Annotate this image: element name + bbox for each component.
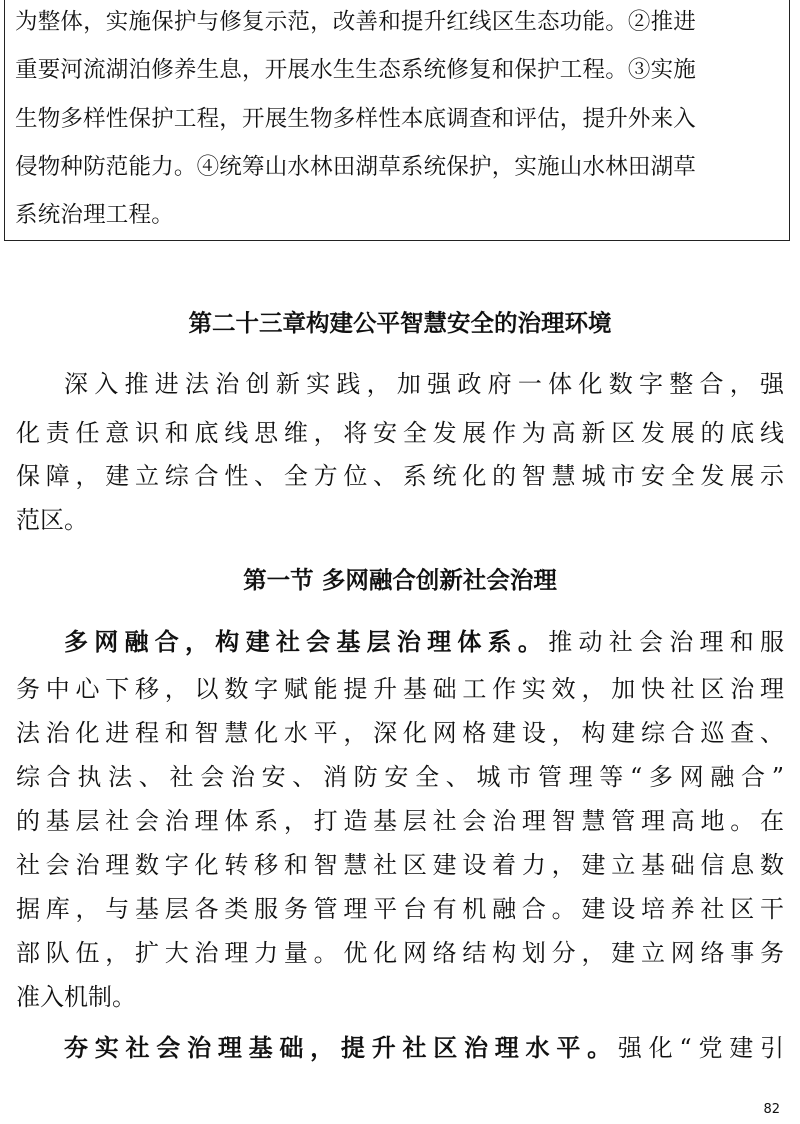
bold-lead: 多网融合，构建社会基层治理体系。 [64,627,549,656]
box-line: 侵物种防范能力。④统筹山水林田湖草系统保护，实施山水林田湖草 [15,154,697,180]
paragraph-line [64,627,784,657]
box-line: 系统治理工程。 [15,202,174,228]
paragraph-line [64,1033,784,1063]
paragraph-line: 化责任意识和底线思维，将安全发展作为高新区发展的底线 [16,419,784,447]
paragraph-line: 部队伍，扩大治理力量。优化网络结构划分，建立网络事务 [16,939,784,967]
box-line: 生物多样性保护工程，开展生物多样性本底调查和评估，提升外来入 [15,106,697,132]
boxed-excerpt [4,0,790,241]
paragraph-line: 保障，建立综合性、全方位、系统化的智慧城市安全发展示 [16,462,784,490]
box-line: 为整体，实施保护与修复示范，改善和提升红线区生态功能。②推进 [15,9,697,35]
paragraph-line: 据库，与基层各类服务管理平台有机融合。建设培养社区干 [16,895,784,923]
paragraph-line: 社会治理数字化转移和智慧社区建设着力，建立基础信息数 [16,851,784,879]
section-title: 第一节 多网融合创新社会治理 [243,566,557,594]
paragraph-line: 法治化进程和智慧化水平，深化网格建设，构建综合巡查、 [16,719,784,747]
lead-text: 强化“党建引 [617,1034,784,1062]
page-number: 82 [763,1102,780,1117]
paragraph-line: 准入机制。 [16,983,136,1011]
box-line: 重要河流湖泊修养生息，开展水生生态系统修复和保护工程。③实施 [15,57,697,83]
paragraph-line: 范区。 [16,506,88,534]
chapter-title: 第二十三章构建公平智慧安全的治理环境 [188,309,612,337]
bold-lead: 夯实社会治理基础，提升社区治理水平。 [64,1033,618,1062]
paragraph-line: 务中心下移，以数字赋能提升基础工作实效，加快社区治理 [16,675,784,703]
paragraph-line: 深入推进法治创新实践，加强政府一体化数字整合，强 [64,370,784,398]
paragraph-line: 的基层社会治理体系，打造基层社会治理智慧管理高地。在 [16,807,784,835]
paragraph-line: 综合执法、社会治安、消防安全、城市管理等“多网融合” [16,763,784,791]
lead-text: 推动社会治理和服 [548,628,785,656]
